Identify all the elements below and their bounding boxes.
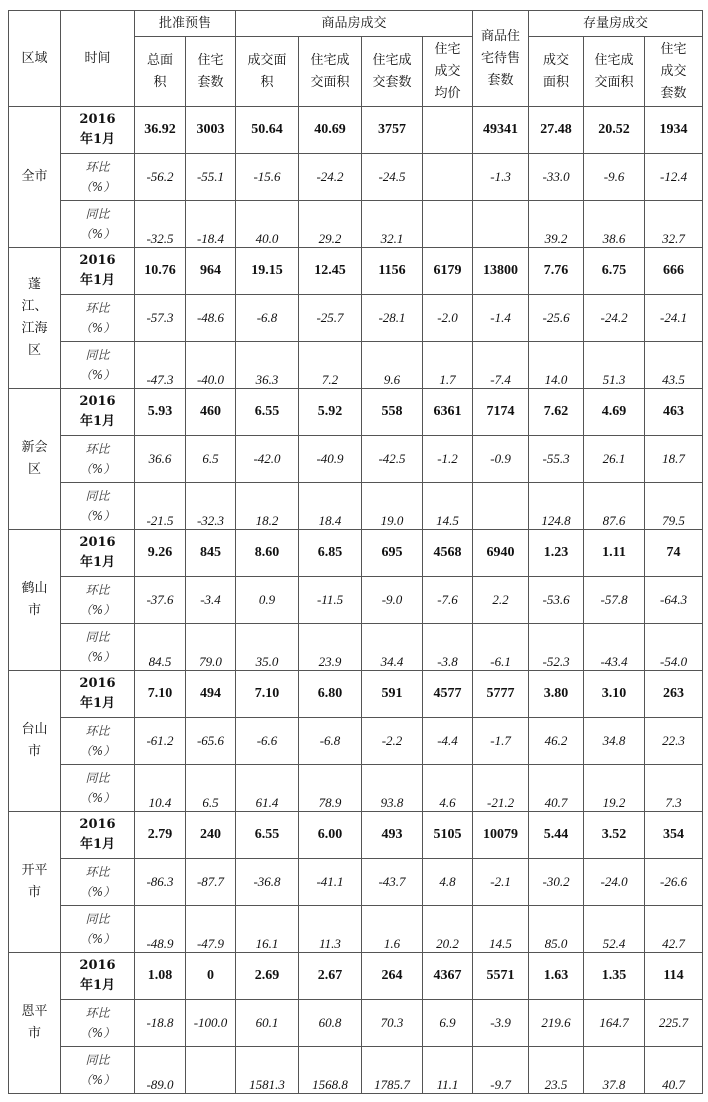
mom-label: 环比（%） xyxy=(61,295,135,342)
value-cell: 3757 xyxy=(362,107,423,154)
yoy-cell: -7.4 xyxy=(473,342,529,389)
yoy-cell: 1568.8 xyxy=(299,1047,362,1094)
value-cell: 591 xyxy=(362,671,423,718)
header-stock-res-area: 住宅成交面积 xyxy=(584,37,645,107)
value-cell: 13800 xyxy=(473,248,529,295)
value-cell: 1.35 xyxy=(584,953,645,1000)
yoy-cell: -32.5 xyxy=(135,201,186,248)
header-com-res-units: 住宅成交套数 xyxy=(362,37,423,107)
period-label: 2016年1月 xyxy=(61,248,135,295)
mom-cell: -42.5 xyxy=(362,436,423,483)
value-cell: 3.10 xyxy=(584,671,645,718)
value-cell: 5.93 xyxy=(135,389,186,436)
mom-cell: 6.5 xyxy=(186,436,236,483)
mom-cell xyxy=(423,154,473,201)
yoy-cell: 79.5 xyxy=(645,483,703,530)
mom-cell: -25.6 xyxy=(529,295,584,342)
value-cell: 845 xyxy=(186,530,236,577)
yoy-label: 同比（%） xyxy=(61,201,135,248)
value-cell: 3003 xyxy=(186,107,236,154)
value-cell: 354 xyxy=(645,812,703,859)
region-name xyxy=(9,107,61,248)
value-cell: 50.64 xyxy=(236,107,299,154)
yoy-cell: -48.9 xyxy=(135,906,186,953)
yoy-cell: 11.1 xyxy=(423,1047,473,1094)
mom-label: 环比（%） xyxy=(61,718,135,765)
region-name xyxy=(9,671,61,812)
table-row xyxy=(9,624,703,671)
region-name xyxy=(9,953,61,1094)
table-row xyxy=(9,812,703,859)
yoy-cell: 79.0 xyxy=(186,624,236,671)
yoy-cell: -43.4 xyxy=(584,624,645,671)
yoy-cell: 40.7 xyxy=(645,1047,703,1094)
mom-cell: -57.8 xyxy=(584,577,645,624)
yoy-cell: 1785.7 xyxy=(362,1047,423,1094)
value-cell: 74 xyxy=(645,530,703,577)
yoy-label: 同比（%） xyxy=(61,1047,135,1094)
yoy-cell: 11.3 xyxy=(299,906,362,953)
mom-cell: -9.6 xyxy=(584,154,645,201)
value-cell: 6361 xyxy=(423,389,473,436)
yoy-cell: -52.3 xyxy=(529,624,584,671)
table-row xyxy=(9,201,703,248)
yoy-cell: -89.0 xyxy=(135,1047,186,1094)
header-com-res-area: 住宅成交面积 xyxy=(299,37,362,107)
yoy-cell: 9.6 xyxy=(362,342,423,389)
mom-cell: -6.8 xyxy=(299,718,362,765)
yoy-cell: 19.0 xyxy=(362,483,423,530)
yoy-cell: 20.2 xyxy=(423,906,473,953)
yoy-cell: 14.0 xyxy=(529,342,584,389)
header-stock-res-units: 住宅成交套数 xyxy=(645,37,703,107)
yoy-cell: 14.5 xyxy=(473,906,529,953)
value-cell: 9.26 xyxy=(135,530,186,577)
mom-cell: -53.6 xyxy=(529,577,584,624)
yoy-cell: 19.2 xyxy=(584,765,645,812)
period-label: 2016年1月 xyxy=(61,812,135,859)
yoy-cell: 37.8 xyxy=(584,1047,645,1094)
yoy-cell: -3.8 xyxy=(423,624,473,671)
yoy-cell: 29.2 xyxy=(299,201,362,248)
header-time: 时间 xyxy=(61,11,135,107)
yoy-cell: 32.1 xyxy=(362,201,423,248)
value-cell: 2.67 xyxy=(299,953,362,1000)
mom-cell: 34.8 xyxy=(584,718,645,765)
mom-cell: -61.2 xyxy=(135,718,186,765)
value-cell: 264 xyxy=(362,953,423,1000)
table-row xyxy=(9,248,703,295)
yoy-cell: -9.7 xyxy=(473,1047,529,1094)
table-row xyxy=(9,389,703,436)
mom-cell: -12.4 xyxy=(645,154,703,201)
yoy-cell: 7.2 xyxy=(299,342,362,389)
yoy-cell: 93.8 xyxy=(362,765,423,812)
mom-cell: -65.6 xyxy=(186,718,236,765)
region-label: 蓬江、江海区 xyxy=(21,277,48,358)
yoy-cell: 124.8 xyxy=(529,483,584,530)
period-label: 2016年1月 xyxy=(61,953,135,1000)
value-cell: 4.69 xyxy=(584,389,645,436)
mom-cell: -18.8 xyxy=(135,1000,186,1047)
value-cell: 20.52 xyxy=(584,107,645,154)
table-row xyxy=(9,107,703,154)
table-row xyxy=(9,671,703,718)
table-row xyxy=(9,1000,703,1047)
mom-cell: -55.3 xyxy=(529,436,584,483)
value-cell: 8.60 xyxy=(236,530,299,577)
housing-transaction-table xyxy=(8,10,703,1094)
mom-label: 环比（%） xyxy=(61,154,135,201)
value-cell: 3.80 xyxy=(529,671,584,718)
mom-cell: -87.7 xyxy=(186,859,236,906)
table-row xyxy=(9,342,703,389)
value-cell: 6.55 xyxy=(236,389,299,436)
value-cell: 666 xyxy=(645,248,703,295)
mom-cell: -1.7 xyxy=(473,718,529,765)
value-cell: 4367 xyxy=(423,953,473,1000)
mom-cell: -2.2 xyxy=(362,718,423,765)
yoy-cell: 18.2 xyxy=(236,483,299,530)
value-cell: 19.15 xyxy=(236,248,299,295)
yoy-cell: 23.9 xyxy=(299,624,362,671)
yoy-cell: 38.6 xyxy=(584,201,645,248)
mom-cell: -11.5 xyxy=(299,577,362,624)
mom-cell: -6.6 xyxy=(236,718,299,765)
value-cell: 10079 xyxy=(473,812,529,859)
header-region: 区域 xyxy=(9,11,61,107)
mom-cell: 164.7 xyxy=(584,1000,645,1047)
mom-cell: -9.0 xyxy=(362,577,423,624)
mom-cell: -1.3 xyxy=(473,154,529,201)
value-cell: 1.08 xyxy=(135,953,186,1000)
mom-cell: -24.2 xyxy=(299,154,362,201)
mom-cell: -2.1 xyxy=(473,859,529,906)
mom-cell: -1.2 xyxy=(423,436,473,483)
value-cell: 10.76 xyxy=(135,248,186,295)
yoy-cell: 43.5 xyxy=(645,342,703,389)
value-cell: 6179 xyxy=(423,248,473,295)
mom-cell: 219.6 xyxy=(529,1000,584,1047)
value-cell: 695 xyxy=(362,530,423,577)
mom-cell: -26.6 xyxy=(645,859,703,906)
header-commodity-group: 商品房成交 xyxy=(236,11,473,37)
mom-cell: -64.3 xyxy=(645,577,703,624)
value-cell: 49341 xyxy=(473,107,529,154)
mom-cell: -3.9 xyxy=(473,1000,529,1047)
mom-cell: -33.0 xyxy=(529,154,584,201)
yoy-cell xyxy=(186,1047,236,1094)
mom-cell: -56.2 xyxy=(135,154,186,201)
mom-cell: -37.6 xyxy=(135,577,186,624)
value-cell: 5105 xyxy=(423,812,473,859)
yoy-cell: 6.5 xyxy=(186,765,236,812)
value-cell: 1934 xyxy=(645,107,703,154)
value-cell: 12.45 xyxy=(299,248,362,295)
mom-cell: -15.6 xyxy=(236,154,299,201)
value-cell: 7.10 xyxy=(236,671,299,718)
table-row xyxy=(9,859,703,906)
region-name xyxy=(9,530,61,671)
mom-cell: -28.1 xyxy=(362,295,423,342)
mom-cell: -24.5 xyxy=(362,154,423,201)
table-row xyxy=(9,1047,703,1094)
value-cell: 6940 xyxy=(473,530,529,577)
mom-cell: 60.8 xyxy=(299,1000,362,1047)
mom-cell: 36.6 xyxy=(135,436,186,483)
value-cell: 2.69 xyxy=(236,953,299,1000)
header-com-res-price: 住宅成交均价 xyxy=(423,37,473,107)
value-cell: 6.85 xyxy=(299,530,362,577)
yoy-cell: 4.6 xyxy=(423,765,473,812)
yoy-cell: -18.4 xyxy=(186,201,236,248)
mom-cell: -24.1 xyxy=(645,295,703,342)
table-row xyxy=(9,436,703,483)
mom-cell: -100.0 xyxy=(186,1000,236,1047)
yoy-cell: 1.6 xyxy=(362,906,423,953)
value-cell xyxy=(423,107,473,154)
yoy-cell xyxy=(473,483,529,530)
yoy-cell: 51.3 xyxy=(584,342,645,389)
value-cell: 1.23 xyxy=(529,530,584,577)
yoy-label: 同比（%） xyxy=(61,483,135,530)
table-row xyxy=(9,154,703,201)
yoy-cell: 52.4 xyxy=(584,906,645,953)
region-label: 全市 xyxy=(21,169,48,184)
mom-cell: -24.0 xyxy=(584,859,645,906)
value-cell: 5571 xyxy=(473,953,529,1000)
yoy-cell: 1.7 xyxy=(423,342,473,389)
mom-cell: -24.2 xyxy=(584,295,645,342)
value-cell: 5.44 xyxy=(529,812,584,859)
yoy-cell: 35.0 xyxy=(236,624,299,671)
value-cell: 6.75 xyxy=(584,248,645,295)
yoy-cell: 32.7 xyxy=(645,201,703,248)
mom-cell: -43.7 xyxy=(362,859,423,906)
header-approval-total-area: 总面积 xyxy=(135,37,186,107)
period-label: 2016年1月 xyxy=(61,530,135,577)
region-label: 台山市 xyxy=(21,722,48,759)
mom-label: 环比（%） xyxy=(61,859,135,906)
header-pending-units: 商品住宅待售套数 xyxy=(473,11,529,107)
mom-label: 环比（%） xyxy=(61,436,135,483)
value-cell: 6.55 xyxy=(236,812,299,859)
value-cell: 40.69 xyxy=(299,107,362,154)
table-row xyxy=(9,530,703,577)
mom-label: 环比（%） xyxy=(61,1000,135,1047)
yoy-cell: 39.2 xyxy=(529,201,584,248)
value-cell: 5.92 xyxy=(299,389,362,436)
table-row xyxy=(9,906,703,953)
period-label: 2016年1月 xyxy=(61,107,135,154)
mom-cell: -40.9 xyxy=(299,436,362,483)
header-approval-units: 住宅套数 xyxy=(186,37,236,107)
yoy-label: 同比（%） xyxy=(61,765,135,812)
region-label: 新会区 xyxy=(21,440,48,477)
yoy-cell: -21.5 xyxy=(135,483,186,530)
region-name xyxy=(9,248,61,389)
yoy-cell: 40.0 xyxy=(236,201,299,248)
yoy-cell: 14.5 xyxy=(423,483,473,530)
value-cell: 6.80 xyxy=(299,671,362,718)
mom-cell: 70.3 xyxy=(362,1000,423,1047)
yoy-cell: -6.1 xyxy=(473,624,529,671)
value-cell: 964 xyxy=(186,248,236,295)
mom-cell: -41.1 xyxy=(299,859,362,906)
value-cell: 4568 xyxy=(423,530,473,577)
yoy-cell: 23.5 xyxy=(529,1047,584,1094)
mom-cell: -2.0 xyxy=(423,295,473,342)
table-row xyxy=(9,577,703,624)
yoy-cell: -21.2 xyxy=(473,765,529,812)
period-label: 2016年1月 xyxy=(61,389,135,436)
mom-cell: 0.9 xyxy=(236,577,299,624)
value-cell: 7.76 xyxy=(529,248,584,295)
yoy-cell: -32.3 xyxy=(186,483,236,530)
value-cell: 240 xyxy=(186,812,236,859)
value-cell: 1156 xyxy=(362,248,423,295)
yoy-cell: -54.0 xyxy=(645,624,703,671)
value-cell: 7.10 xyxy=(135,671,186,718)
yoy-cell: 34.4 xyxy=(362,624,423,671)
table-row xyxy=(9,765,703,812)
region-name xyxy=(9,812,61,953)
table-body xyxy=(9,107,703,1094)
value-cell: 494 xyxy=(186,671,236,718)
region-label: 鹤山市 xyxy=(21,581,48,618)
mom-cell: -55.1 xyxy=(186,154,236,201)
yoy-cell: 61.4 xyxy=(236,765,299,812)
value-cell: 7174 xyxy=(473,389,529,436)
mom-cell: -4.4 xyxy=(423,718,473,765)
mom-cell: 4.8 xyxy=(423,859,473,906)
mom-cell: -1.4 xyxy=(473,295,529,342)
mom-cell: -42.0 xyxy=(236,436,299,483)
yoy-cell xyxy=(423,201,473,248)
mom-cell: 18.7 xyxy=(645,436,703,483)
value-cell: 5777 xyxy=(473,671,529,718)
yoy-cell: 87.6 xyxy=(584,483,645,530)
header-stock-group: 存量房成交 xyxy=(529,11,703,37)
yoy-cell: -40.0 xyxy=(186,342,236,389)
yoy-cell: -47.9 xyxy=(186,906,236,953)
value-cell: 460 xyxy=(186,389,236,436)
value-cell: 27.48 xyxy=(529,107,584,154)
value-cell: 1.63 xyxy=(529,953,584,1000)
header-stock-area: 成交面积 xyxy=(529,37,584,107)
mom-cell: 46.2 xyxy=(529,718,584,765)
yoy-label: 同比（%） xyxy=(61,906,135,953)
mom-cell: 60.1 xyxy=(236,1000,299,1047)
value-cell: 1.11 xyxy=(584,530,645,577)
value-cell: 6.00 xyxy=(299,812,362,859)
yoy-cell: 84.5 xyxy=(135,624,186,671)
header-com-area: 成交面积 xyxy=(236,37,299,107)
mom-cell: -36.8 xyxy=(236,859,299,906)
value-cell: 2.79 xyxy=(135,812,186,859)
yoy-cell: 78.9 xyxy=(299,765,362,812)
yoy-cell: -47.3 xyxy=(135,342,186,389)
table-row xyxy=(9,295,703,342)
mom-cell: -0.9 xyxy=(473,436,529,483)
mom-cell: -6.8 xyxy=(236,295,299,342)
yoy-label: 同比（%） xyxy=(61,342,135,389)
mom-cell: -25.7 xyxy=(299,295,362,342)
mom-cell: -3.4 xyxy=(186,577,236,624)
yoy-cell: 36.3 xyxy=(236,342,299,389)
mom-label: 环比（%） xyxy=(61,577,135,624)
yoy-cell xyxy=(473,201,529,248)
mom-cell: 225.7 xyxy=(645,1000,703,1047)
value-cell: 263 xyxy=(645,671,703,718)
value-cell: 4577 xyxy=(423,671,473,718)
mom-cell: 22.3 xyxy=(645,718,703,765)
yoy-label: 同比（%） xyxy=(61,624,135,671)
table-row xyxy=(9,483,703,530)
yoy-cell: 1581.3 xyxy=(236,1047,299,1094)
value-cell: 493 xyxy=(362,812,423,859)
value-cell: 463 xyxy=(645,389,703,436)
yoy-cell: 42.7 xyxy=(645,906,703,953)
mom-cell: -48.6 xyxy=(186,295,236,342)
value-cell: 3.52 xyxy=(584,812,645,859)
yoy-cell: 18.4 xyxy=(299,483,362,530)
yoy-cell: 10.4 xyxy=(135,765,186,812)
region-label: 恩平市 xyxy=(21,1004,48,1041)
period-label: 2016年1月 xyxy=(61,671,135,718)
mom-cell: 26.1 xyxy=(584,436,645,483)
region-name xyxy=(9,389,61,530)
mom-cell: -86.3 xyxy=(135,859,186,906)
value-cell: 114 xyxy=(645,953,703,1000)
region-label: 开平市 xyxy=(21,863,48,900)
header-approval-group: 批准预售 xyxy=(135,11,236,37)
mom-cell: -7.6 xyxy=(423,577,473,624)
yoy-cell: 7.3 xyxy=(645,765,703,812)
mom-cell: -30.2 xyxy=(529,859,584,906)
yoy-cell: 85.0 xyxy=(529,906,584,953)
value-cell: 0 xyxy=(186,953,236,1000)
table-row xyxy=(9,953,703,1000)
value-cell: 36.92 xyxy=(135,107,186,154)
table-row xyxy=(9,718,703,765)
yoy-cell: 16.1 xyxy=(236,906,299,953)
mom-cell: -57.3 xyxy=(135,295,186,342)
mom-cell: 6.9 xyxy=(423,1000,473,1047)
value-cell: 7.62 xyxy=(529,389,584,436)
mom-cell: 2.2 xyxy=(473,577,529,624)
yoy-cell: 40.7 xyxy=(529,765,584,812)
value-cell: 558 xyxy=(362,389,423,436)
